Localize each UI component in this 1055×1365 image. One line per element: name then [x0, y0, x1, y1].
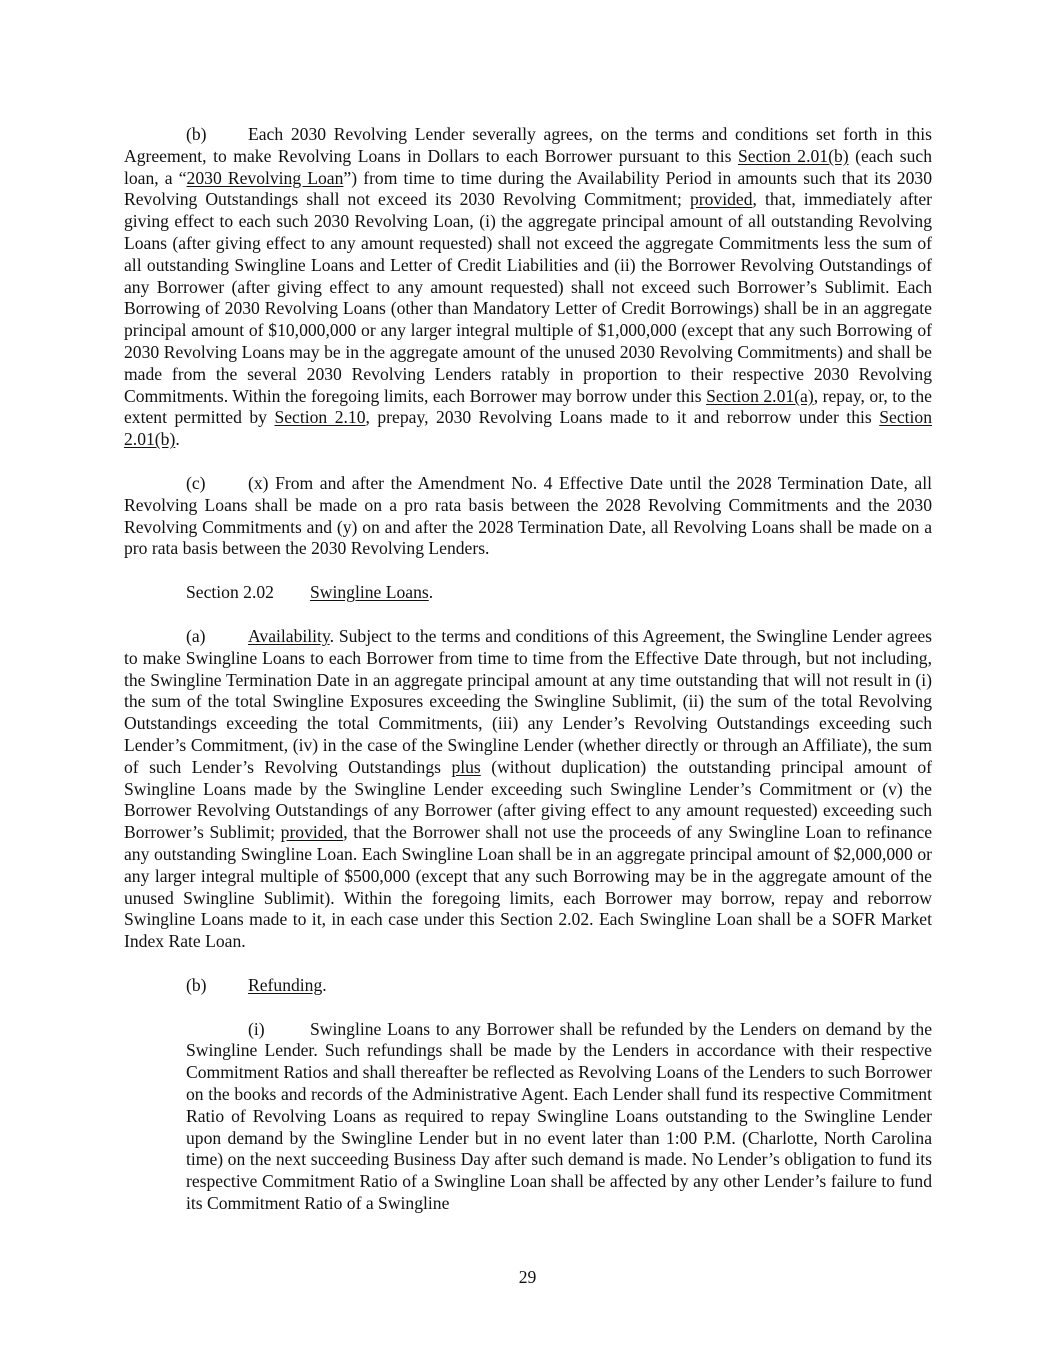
cross-reference: Section 2.10 — [274, 407, 366, 428]
paragraph-text: Swingline Loans to any Borrower shall be refunded by the Lenders on demand by the Swingline Lender. Such refundings shall be made by the Lenders in accordance with their respective Commitment Ratios and shall thereafter be reflected as Revolving Loans of the Lenders to such Borrower on the books and records of the Administrative Agent. Each Lender shall fund its respective Commitment Ratio of Revolving Loans as required to repay Swingline Loans outstanding to the Swingline Lender upon demand by the Swingline Lender but in no event later than 1:00 P.M. (Charlotte, North Carolina time) on the next succeeding Business Day after such demand is made. No Lender’s obligation to fund its respective Commitment Ratio of a Swingline Loan shall be affected by any other Lender’s failure to fund its Commitment Ratio of a Swingline — [186, 1018, 932, 1214]
paragraph-2-01-b — [124, 124, 932, 451]
paragraph-text: . Subject to the terms and conditions of this Agreement, the Swingline Lender agrees to make Swingline Loans to each Borrower from time to time from the Effective Date through, but not including, the Swingline Termination Date in an aggregate principal amount at any time outstanding that will not result in (i) the sum of the total Swingline Exposures exceeding the Swingline Sublimit, (ii) the sum of the total Revolving Outstandings exceeding the total Commitments, (iii) any Lender’s Revolving Outstandings exceeding such Lender’s Commitment, (iv) in the case of the Swingline Lender (whether directly or through an Affiliate), the sum of such Lender’s Revolving Outstandings — [124, 625, 932, 777]
paragraph-heading: Refunding — [248, 974, 323, 995]
paragraph-text: , that the Borrower shall not use the proceeds of any Swingline Loan to refinance any outstanding Swingline Loan. Each Swingline Loan shall be in an aggregate principal amount of $2,000,000 or any larger integral multiple of $500,000 (except that any such Borrowing may be in the aggregate amount of the unused Swingline Sublimit). Within the foregoing limits, each Borrower may borrow, repay and reborrow Swingline Loans made to it, in each case under this Section 2.02. Each Swingline Loan shall be a SOFR Market Index Rate Loan. — [124, 822, 933, 952]
paragraph-text: (x) From and after the Amendment No. 4 Effective Date until the 2028 Termination Date, all Revolving Loans shall be made on a pro rata basis between the 2028 Revolving Commitments and the 2030 Revolving Commitments and (y) on and after the 2028 Termination Date, all Revolving Loans shall be made on a pro rata basis between the 2030 Revolving Lenders. — [124, 472, 932, 559]
paragraph-2-02-b — [186, 975, 932, 997]
cross-reference: Section 2.01(b) — [124, 407, 932, 450]
paragraph-label: (c) — [186, 472, 206, 493]
paragraph-label: (i) — [248, 1018, 265, 1039]
paragraph-text: ”) from time to time during the Availability Period in amounts such that its 2030 Revolving Outstandings shall not exceed its 2030 Revolving Commitment; — [124, 167, 932, 210]
paragraph-2-02-b-i — [186, 1019, 932, 1215]
paragraph-label: (b) — [186, 974, 207, 995]
cross-reference: Section 2.01(b) — [738, 145, 849, 166]
paragraph-text: (without duplication) the outstanding principal amount of Swingline Loans made by the Swingline Lender exceeding such Swingline Lender’s Commitment or (v) the Borrower Revolving Outstandings of any Borrower (after giving effect to any amount requested) exceeding such Borrower’s Sublimit; — [124, 756, 932, 843]
section-title-end: . — [428, 582, 434, 603]
proviso-term: provided — [280, 822, 344, 843]
paragraph-heading-end: . — [322, 974, 327, 995]
paragraph-text: , that, immediately after giving effect to each such 2030 Revolving Loan, (i) the aggregate principal amount of all outstanding Revolving Loans (after giving effect to any amount requested) shall not exceed the aggregate Commitments less the sum of all outstanding Swingline Loans and Letter of Credit Liabilities and (ii) the Borrower Revolving Outstandings of any Borrower (after giving effect to any amount requested) shall not exceed such Borrower’s Sublimit. Each Borrowing of 2030 Revolving Loans (other than Mandatory Letter of Credit Borrowings) shall be in an aggregate principal amount of $10,000,000 or any larger integral multiple of $1,000,000 (except that any such Borrowing of 2030 Revolving Loans may be in the aggregate amount of the unused 2030 Revolving Commitments) and shall be made from the several 2030 Revolving Lenders ratably in proportion to their respective 2030 Revolving Commitments. Within the foregoing limits, each Borrower may borrow under this — [124, 189, 932, 406]
page-number: 29 — [518, 1267, 537, 1287]
defined-term: 2030 Revolving Loan — [186, 167, 344, 188]
paragraph-2-02-a — [124, 626, 932, 953]
paragraph-2-01-c — [124, 473, 932, 560]
document-page — [124, 124, 932, 1215]
paragraph-heading: Availability — [248, 625, 330, 646]
paragraph-label: (b) — [186, 124, 207, 144]
paragraph-text: , prepay, 2030 Revolving Loans made to it and reborrow under this — [365, 407, 880, 428]
section-heading-2-02 — [186, 582, 932, 604]
section-number: Section 2.02 — [186, 582, 274, 603]
paragraph-text: . — [175, 429, 180, 450]
paragraph-text: (each such loan, a “ — [124, 145, 932, 188]
cross-reference: Section 2.01(a) — [706, 385, 814, 406]
section-title: Swingline Loans — [310, 582, 429, 603]
paragraph-text: , repay, or, to the extent permitted by — [124, 385, 932, 428]
paragraph-label: (a) — [186, 625, 206, 646]
emphasis-term: plus — [451, 756, 481, 777]
proviso-term: provided — [689, 189, 753, 210]
paragraph-text: Each 2030 Revolving Lender severally agrees, on the terms and conditions set forth in this Agreement, to make Revolving Loans in Dollars to each Borrower pursuant to this — [124, 124, 932, 166]
